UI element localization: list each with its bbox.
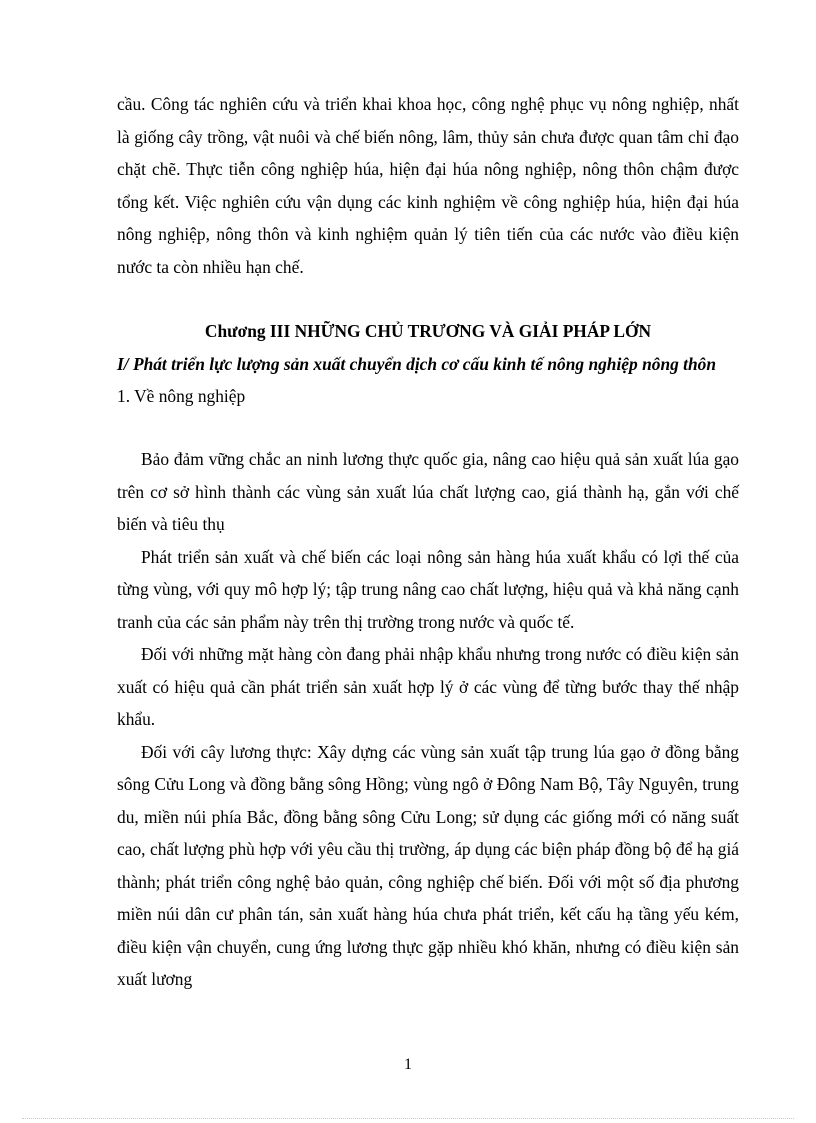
section-heading: I/ Phát triển lực lượng sản xuất chuyển dịch cơ cấu kinh tế nông nghiệp nông thôn bbox=[117, 353, 717, 374]
heading-block bbox=[117, 315, 739, 413]
page-number: 1 bbox=[404, 1056, 412, 1073]
subsection-heading: 1. Về nông nghiệp bbox=[117, 386, 246, 406]
paragraph-export-products: Phát triển sản xuất và chế biến các loại nông sản hàng húa xuất khẩu có lợi thế của từng vùng, với quy mô hợp lý; tập trung nâng cao chất lượng, hiệu quả và khả năng cạnh tranh của các sản phẩm này trên thị trường trong nước và quốc tế. bbox=[117, 546, 739, 632]
paragraph-import-substitution: Đối với những mặt hàng còn đang phải nhập khẩu nhưng trong nước có điều kiện sản xuất có hiệu quả cần phát triển sản xuất hợp lý ở các vùng để từng bước thay thế nhập khẩu. bbox=[117, 644, 739, 729]
page-bottom-divider bbox=[22, 1118, 794, 1119]
intro-block bbox=[117, 88, 739, 283]
intro-paragraph: cầu. Công tác nghiên cứu và triển khai khoa học, công nghệ phục vụ nông nghiệp, nhất là giống cây trồng, vật nuôi và chế biến nông, lâm, thủy sản chưa được quan tâm chỉ đạo chặt chẽ. Thực tiễn công nghiệp húa, hiện đại húa nông nghiệp, nông thôn chậm được tổng kết. Việc nghiên cứu vận dụng các kinh nghiệm về công nghiệp húa, hiện đại húa nông nghiệp, nông thôn và kinh nghiệm quản lý tiên tiến của các nước vào điều kiện nước ta còn nhiều hạn chế. bbox=[117, 94, 739, 277]
paragraph-food-crops: Đối với cây lương thực: Xây dựng các vùng sản xuất tập trung lúa gạo ở đồng bằng sông Cửu Long và đồng bằng sông Hồng; vùng ngô ở Đông Nam Bộ, Tây Nguyên, trung du, miền núi phía Bắc, đồng bằng sông Cửu Long; sử dụng các giống mới có năng suất cao, chất lượng phù hợp với yêu cầu thị trường, áp dụng các biện pháp đồng bộ để hạ giá thành; phát triển công nghệ bảo quản, công nghiệp chế biến. Đối với một số địa phương miền núi dân cư phân tán, sản xuất hàng húa chưa phát triển, kết cấu hạ tầng yếu kém, điều kiện vận chuyển, cung ứng lương thực gặp nhiều khó khăn, nhưng có điều kiện sản xuất lương bbox=[117, 741, 739, 989]
chapter-heading: Chương III NHỮNG CHỦ TRƯƠNG VÀ GIẢI PHÁP LỚN bbox=[204, 321, 652, 341]
paragraph-food-security: Bảo đảm vững chắc an ninh lương thực quốc gia, nâng cao hiệu quả sản xuất lúa gạo trên cơ sở hình thành các vùng sản xuất lúa chất lượng cao, giá thành hạ, gắn với chế biến và tiêu thụ bbox=[117, 449, 739, 534]
body-block bbox=[117, 443, 739, 996]
